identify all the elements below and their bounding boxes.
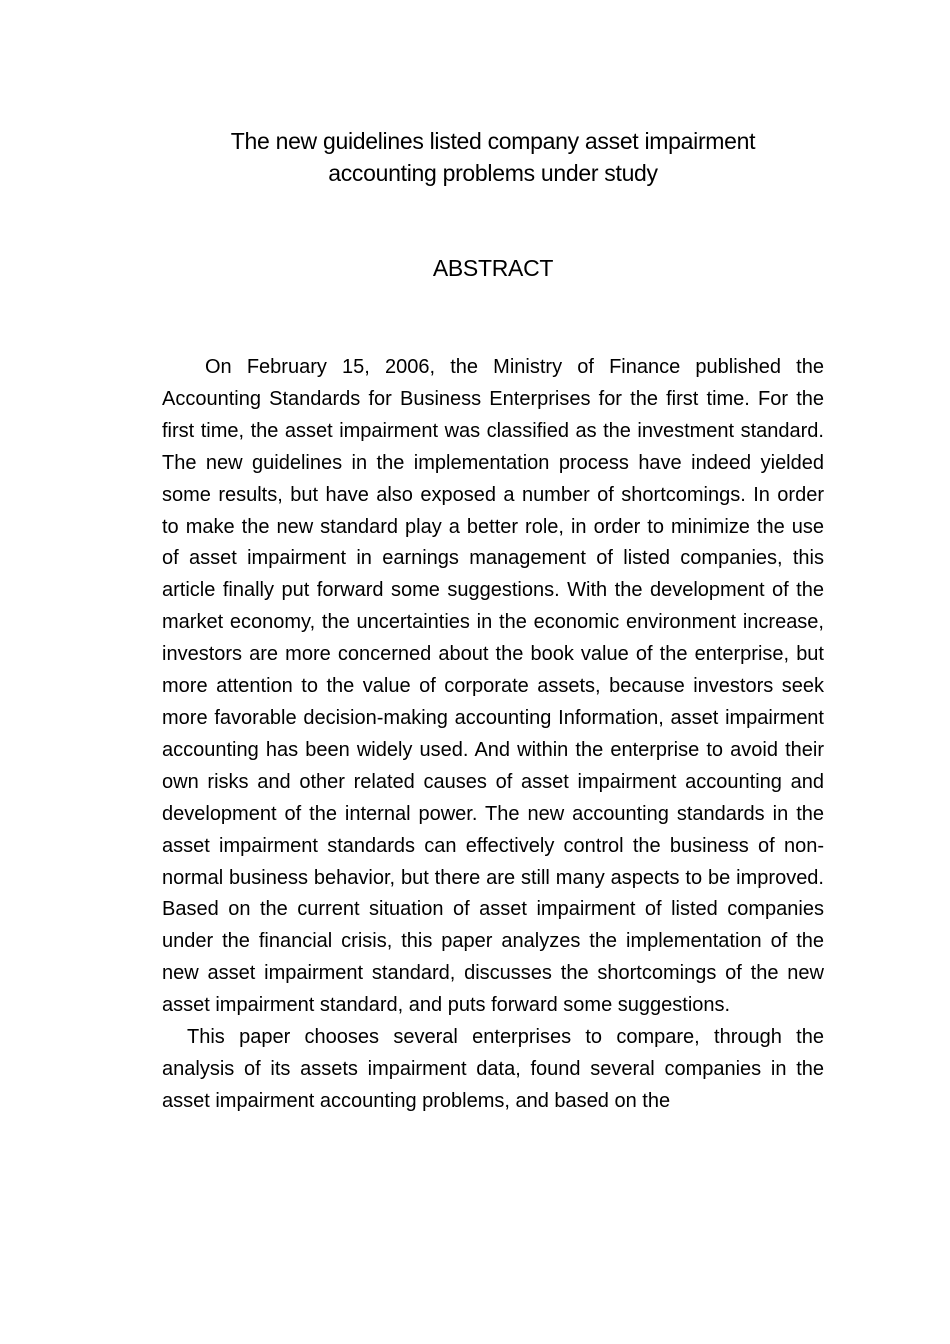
abstract-paragraph-1: On February 15, 2006, the Ministry of Finance published the Accounting Standards for Business Enterprises for the first time. For the first time, the asset impairment was classified as the investment standard. The new guidelines in the implementation process have indeed yielded some results, but have also exposed a number of shortcomings. In order to make the new standard play a better role, in order to minimize the use of asset impairment in earnings management of listed companies, this article finally put forward some suggestions. With the development of the market economy, the uncertainties in the economic environment increase, investors are more concerned about the book value of the enterprise, but more attention to the value of corporate assets, because investors seek more favorable decision-making accounting Information, asset impairment accounting has been widely used. And within the enterprise to avoid their own risks and other related causes of asset impairment accounting and development of the internal power. The new accounting standards in the asset impairment standards can effectively control the business of non-normal business behavior, but there are still many aspects to be improved. Based on the current situation of asset impairment of listed companies under the financial crisis, this paper analyzes the implementation of the new asset impairment standard, discusses the shortcomings of the new asset impairment standard, and puts forward some suggestions. xyxy=(162,356,824,1017)
abstract-paragraph-2: This paper chooses several enterprises to compare, through the analysis of its assets impairment data, found several companies in the asset impairment accounting problems, and based on the xyxy=(162,1026,824,1112)
document-title xyxy=(162,125,824,189)
abstract-body xyxy=(162,352,824,1118)
title-line-1: The new guidelines listed company asset impairment xyxy=(230,128,756,154)
abstract-heading: ABSTRACT xyxy=(432,255,554,281)
title-line-2: accounting problems under study xyxy=(328,160,658,186)
